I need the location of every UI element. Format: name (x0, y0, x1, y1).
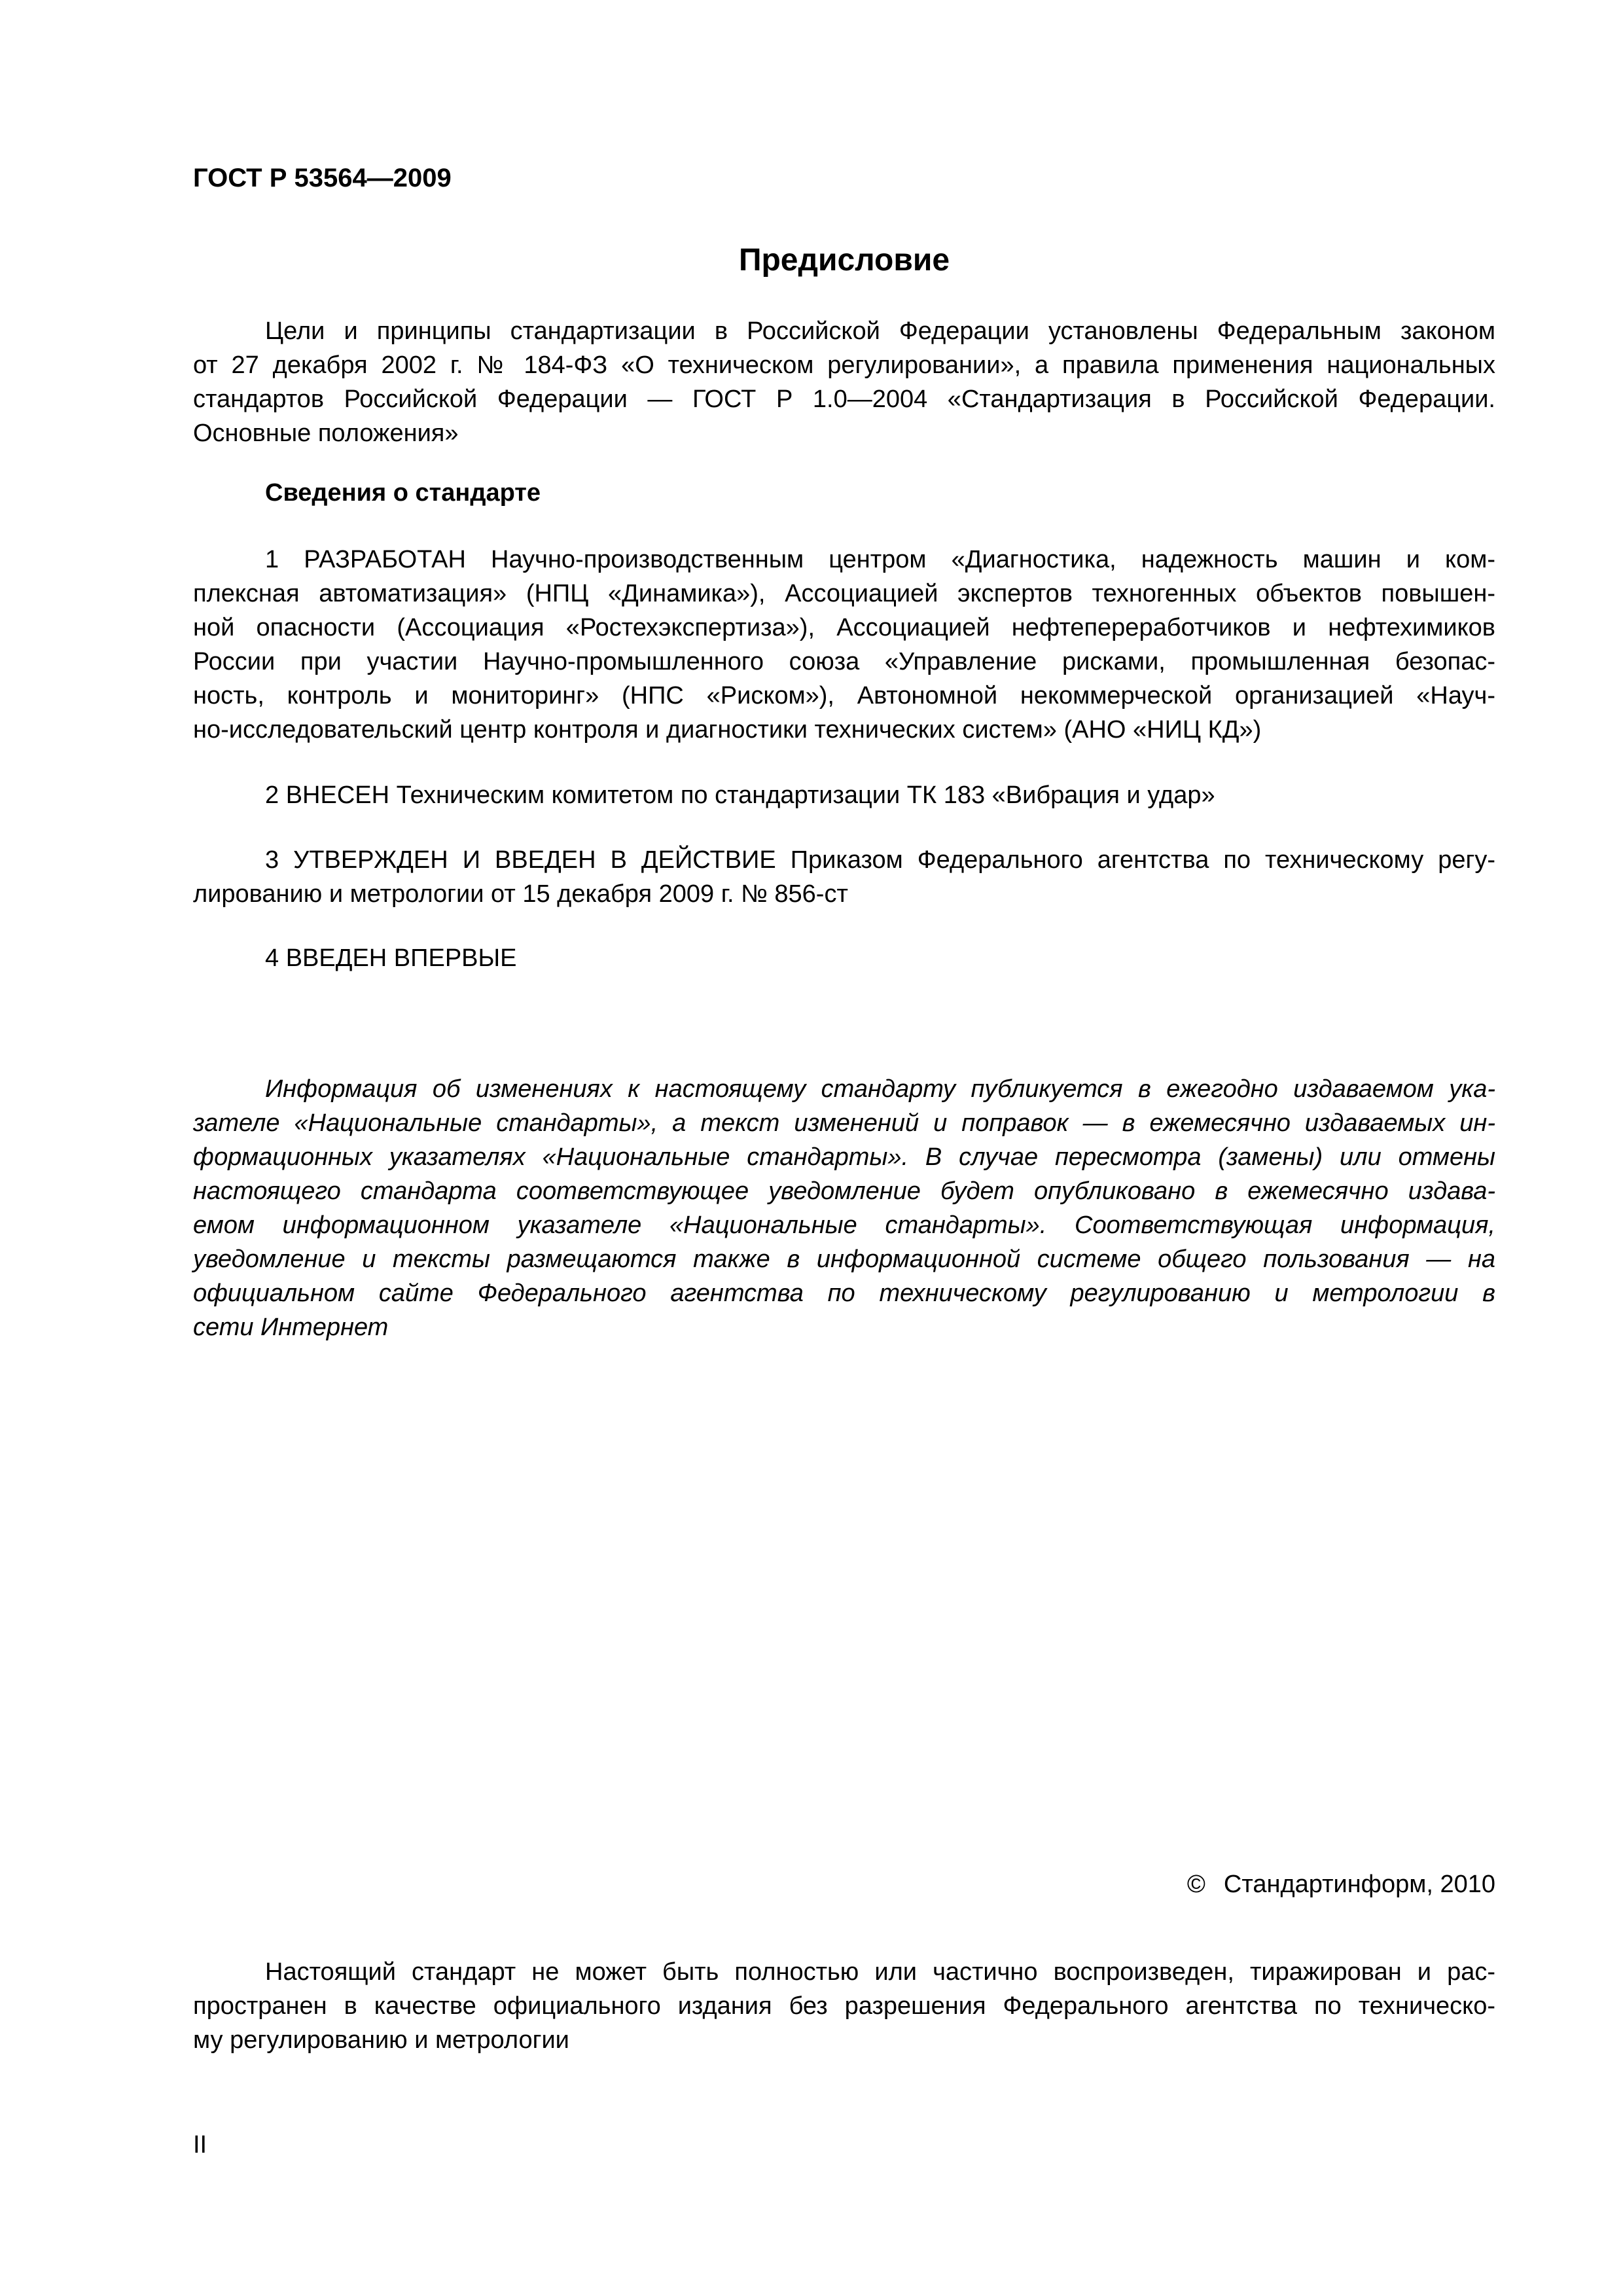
text-line: сети Интернет (193, 1314, 389, 1341)
standard-info-heading: Сведения о стандарте (265, 479, 541, 507)
copyright-icon: © (1186, 1871, 1205, 1898)
info-item-3 (193, 843, 1495, 911)
copyright-notice (1187, 1867, 1495, 1901)
text-line: формационных указателях «Национальные стандарты». В случае пересмотра (замены) или отмены (193, 1143, 1495, 1171)
text-line: 3 УТВЕРЖДЕН И ВВЕДЕН В ДЕЙСТВИЕ Приказом Федерального агентства по техническому регу- (265, 846, 1495, 874)
page-number: II (193, 2131, 207, 2159)
text-line: стандартов Российской Федерации — ГОСТ Р 1.0—2004 «Стандартизация в Российской Федерации. (193, 386, 1495, 413)
document-number: ГОСТ Р 53564—2009 (193, 164, 452, 192)
text-line: Основные положения» (193, 420, 459, 447)
info-item-1 (193, 543, 1495, 747)
text-line: 1 РАЗРАБОТАН Научно-производственным центром «Диагностика, надежность машин и ком- (265, 546, 1495, 573)
notice-paragraph (193, 1072, 1495, 1344)
text-line: му регулированию и метрологии (193, 2026, 569, 2054)
text-line: от 27 декабря 2002 г. № 184-ФЗ «О техническом регулировании», а правила применения национальных (193, 351, 1495, 379)
text-line: уведомление и тексты размещаются также в информационной системе общего пользования — на (193, 1246, 1495, 1273)
info-item-4: 4 ВВЕДЕН ВПЕРВЫЕ (265, 944, 517, 972)
text-line: Информация об изменениях к настоящему стандарту публикуется в ежегодно издаваемом ука- (265, 1075, 1495, 1103)
text-line: официальном сайте Федерального агентства по техническому регулированию и метрологии в (193, 1280, 1495, 1307)
text-line: емом информационном указателе «Национальные стандарты». Соответствующая информация, (193, 1211, 1495, 1239)
intro-paragraph (193, 314, 1495, 450)
text-line: России при участии Научно-промышленного союза «Управление рисками, промышленная безопас- (193, 648, 1495, 675)
text-line: лированию и метрологии от 15 декабря 2009 г. № 856-ст (193, 880, 848, 908)
text-line: пространен в качестве официального издания без разрешения Федерального агентства по техническо- (193, 1992, 1495, 2020)
text-line: зателе «Национальные стандарты», а текст изменений и поправок — в ежемесячно издаваемых ин- (193, 1109, 1495, 1137)
text-line: настоящего стандарта соответствующее уведомление будет опубликовано в ежемесячно издава- (193, 1177, 1495, 1205)
text-line: ной опасности (Ассоциация «Ростехэкспертиза»), Ассоциацией нефтепереработчиков и нефтехимиков (193, 614, 1495, 641)
reproduction-paragraph (193, 1955, 1495, 2057)
page-title: Предисловие (738, 243, 950, 278)
copyright-text: Стандартинформ, 2010 (1223, 1871, 1495, 1898)
text-line: но-исследовательский центр контроля и диагностики технических систем» (АНО «НИЦ КД») (193, 716, 1262, 744)
text-line: ность, контроль и мониторинг» (НПС «Риском»), Автономной некоммерческой организацией «Науч- (193, 682, 1495, 709)
text-line: Цели и принципы стандартизации в Российской Федерации установлены Федеральным законом (265, 317, 1495, 345)
info-item-2: 2 ВНЕСЕН Техническим комитетом по стандартизации ТК 183 «Вибрация и удар» (265, 781, 1215, 809)
text-line: плексная автоматизация» (НПЦ «Динамика»), Ассоциацией экспертов техногенных объектов повышен- (193, 580, 1495, 607)
text-line: Настоящий стандарт не может быть полностью или частично воспроизведен, тиражирован и рас- (265, 1958, 1495, 1986)
